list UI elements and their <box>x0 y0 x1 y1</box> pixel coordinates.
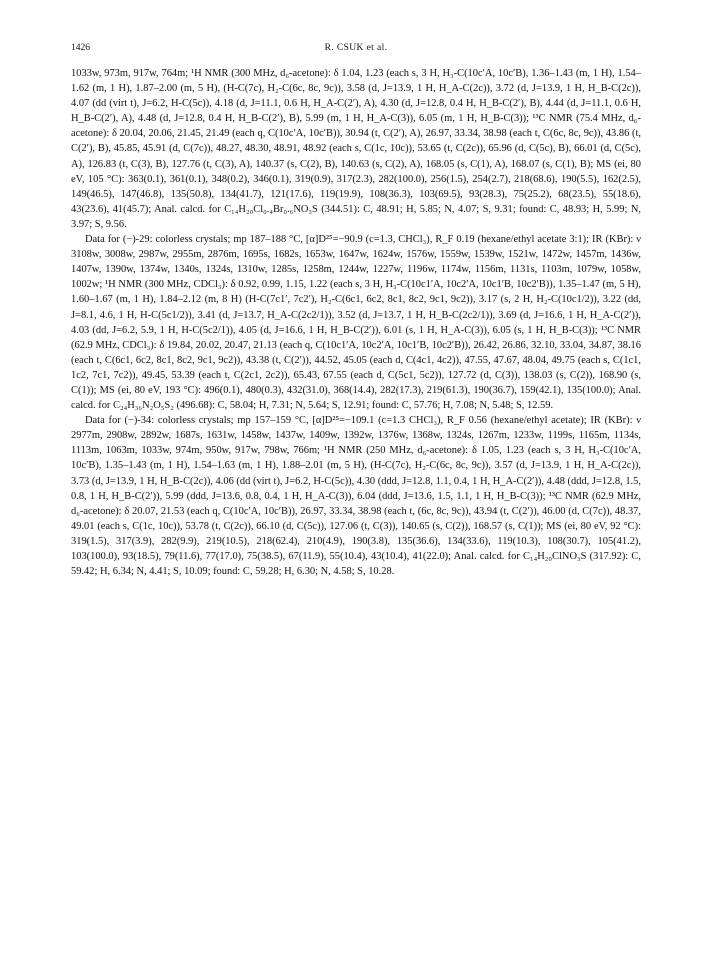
paragraph-compound-29-data: Data for (−)-29: colorless crystals; mp 187–188 °C, [α]D²⁵=−90.9 (c=1.3, CHCl₃), R_F 0.19 (hexane/ethyl acetate 3:1); IR (KBr): ν 3108w, 3008w, 2987w, 2955m, 2876m, 1695s, 1682s, 1653w, 1647w, 1624w, 1576w, 1559w, 1539w, 1521w, 1472w, 1457m, 1436w, 1407w, 1390w, 1374w, 1340s, 1324s, 1310w, 1285s, 1258m, 1244w, 1227w, 1196w, 1174w, 1156m, 1131s, 1103m, 1079w, 1058w, 1002w; ¹H NMR (300 MHz, CDCl₃): δ 0.92, 0.99, 1.15, 1.22 (each s, 3 H, H₃-C(10c1′A, 10c2′A, 10c1′B, 10c2′B)), 1.35–1.47 (m, 5 H), 1.60–1.67 (m, 1 H), 1.84–2.12 (m, 8 H) (H-C(7c1′, 7c2′), H₂-C(6c1, 6c2, 8c1, 8c2, 9c1, 9c2)), 3.17 (s, 2 H, H₂-C(10c1/2)), 3.22 (dd, J=8.1, 4.6, 1 H, H-C(5c1/2)), 3.41 (d, J=13.7, H_A-C(2c2/1)), 3.52 (d, J=13.7, 1 H, H_B-C(2c2/1)), 3.69 (d, J=16.6, 1 H, H_A-C(2′)), 4.03 (dd, J=6.2, 5.9, 1 H, H-C(5c2/1)), 4.05 (d, J=16.6, 1 H, H_B-C(2′)), 6.01 (s, 1 H, H_A-C(3)), 6.05 (s, 1 H, H_B-C(3)); ¹³C NMR (62.9 MHz, CDCl₃): δ 19.84, 20.02, 20.47, 21.13 (each q, C(10c1′A, 10c2′A, 10c1′B, 10c2′B)), 26.42, 26.86, 32.10, 33.04, 34.87, 38.16 (each t, C(6c1, 6c2, 8c1, 8c2, 9c1, 9c2)), 43.38 (t, C(2′)), 44.52, 45.05 (each d, C(4c1, 4c2)), 47.55, 47.67, 48.04, 49.75 (each s, C(1c1, 1c2, 7c1, 7c2)), 49.45, 53.39 (each t, C(2c1, 2c2)), 65.43, 67.55 (each d, C(5c1, 5c2)), 127.72 (d, C(3)), 138.03 (s, C(2)), 168.90 (s, C(1)); MS (ei, 80 eV, 193 °C): 496(0.1), 480(0.3), 432(31.0), 368(14.4), 282(17.3), 219(61.3), 190(36.7), 159(42.1), 135(100.0); Anal. calcd. for C₂₄H₃₆N₂O₅S₂ (496.68): C, 58.04; H, 7.31; N, 5.64; S, 12.91; found: C, 57.76; H, 7.08; N, 5.48; S, 12.59. <box>71 234 641 412</box>
experimental-data-text <box>71 66 641 579</box>
paragraph-compound-34-data: Data for (−)-34: colorless crystals; mp 157–159 °C, [α]D²⁵=−109.1 (c=1.3 CHCl₃), R_F 0.56 (hexane/ethyl acetate); IR (KBr): ν 2977m, 2908w, 2892w, 1687s, 1631w, 1458w, 1437w, 1409w, 1392w, 1376w, 1368w, 1324s, 1267m, 1233w, 1199s, 1165m, 1134s, 1113m, 1063m, 1033w, 974m, 950w, 917w, 798w, 766m; ¹H NMR (250 MHz, d₆-acetone): δ 1.05, 1.23 (each s, 3 H, H₃-C(10c′A, 10c′B), 1.35–1.43 (m, 1 H), 1.54–1.63 (m, 1 H), 1.88–2.01 (m, 5 H), (H-C(7c), H₂-C(6c, 8c, 9c)), 3.57 (d, J=13.9, 1 H, H_A-C(2c)), 3.73 (d, J=13.9, 1 H, H_B-C(2c)), 4.06 (dd (virt t), J=6.2, H-C(5c)), 4.30 (ddd, J=12.8, 1.1, 0.4, 1 H, H_A-C(2′)), 4.48 (ddd, J=12.8, 1.5, 0.8, 1 H, H_B-C(2′)), 5.99 (ddd, J=13.6, 0.8, 0.4, 1 H, H_A-C(3)), 6.04 (ddd, J=13.6, 1.5, 1.1, 1 H, H_B-C(3)); ¹³C NMR (62.9 MHz, d₆-acetone): δ 20.07, 21.53 (each q, C(10c′A, 10c′B)), 26.97, 33.34, 38.98 (each t, (6c, 8c, 9c)), 43.94 (t, C(2′)), 46.00 (d, C(7c)), 48.37, 49.01 (each s, C(1c, 10c)), 53.78 (t, C(2c)), 66.10 (d, C(5c)), 127.06 (t, C(3)), 140.65 (s, C(2)), 168.57 (s, C(1)); MS (ei, 80 eV, 92 °C): 319(1.5), 317(3.9), 282(9.9), 219(10.5), 218(62.4), 210(4.9), 190(3.8), 135(36.6), 134(33.6), 119(10.3), 108(30.7), 105(41.2), 103(100.0), 93(18.5), 79(11.6), 77(17.0), 75(38.5), 67(11.9), 55(10.4), 43(10.4), 41(22.0); Anal. calcd. for C₁₄H₂₀ClNO₃S (317.92): C, 59.42; H, 6.34; N, 4.41; S, 10.09; found: C, 59.28; H, 6.30; N, 4.58; S, 10.28. <box>71 415 641 578</box>
paragraph-continued-nmr-data: 1033w, 973m, 917w, 764m; ¹H NMR (300 MHz, d₆-acetone): δ 1.04, 1.23 (each s, 3 H, H₃-C(10c′A, 10c′B), 1.36–1.43 (m, 1 H), 1.54–1.62 (m, 1 H), 1.87–2.00 (m, 5 H), (H-C(7c), H₂-C(6c, 8c, 9c)), 3.58 (d, J=13.9, 1 H, H_A-C(2c)), 3.72 (d, J=13.9, 1 H, H_B-C(2c)), 4.07 (dd (virt t), J=6.2, H-C(5c)), 4.18 (d, J=11.1, 0.6 H, H_A-C(2′), A), 4.30 (d, J=12.8, 0.4 H, H_B-C(2′), B), 4.44 (d, J=11.1, 0.6 H, H_B-C(2′), A), 4.48 (d, J=12.8, 0.4 H, H_B-C(2′), B), 5.99 (m, 1 H, H_A-C(3)), 6.05 (m, 1 H, H_B-C(3)); ¹³C NMR (75.4 MHz, d₆-acetone): δ 20.04, 20.06, 21.45, 21.49 (each q, C(10c′A, 10c′B)), 30.94 (t, C(2′), A), 26.97, 33.34, 38.98 (each t, C(6c, 8c, 9c)), 43.86 (t, C(2′), B), 45.85, 45.91 (d, C(7c)), 48.27, 48.30, 48.91, 48.92 (each s, C(1c, 10c)), 53.65 (t, C(2c)), 65.96 (d, C(5c), B), 66.01 (d, C(5c), A), 126.83 (t, C(3), B), 127.76 (t, C(3), A), 140.37 (s, C(2), B), 140.63 (s, C(2), A), 168.05 (s, C(1), A), 168.07 (s, C(1), B); MS (ei, 80 eV, 105 °C): 363(0.1), 361(0.1), 348(0.2), 346(0.1), 319(0.9), 317(2.3), 282(100.0), 256(1.5), 254(2.7), 218(68.6), 190(5.5), 162(2.5), 149(46.5), 147(46.8), 135(50.8), 134(41.7), 121(17.6), 119(19.9), 108(36.3), 103(69.5), 93(28.3), 75(25.2), 68(23.5), 55(18.6), 43(23.6), 41(45.7); Anal. calcd. for C₁₄H₂₀Cl₀.₄Br₀.₆NO₃S (344.51): C, 48.91; H, 5.85; N, 4.07; S, 9.31; found: C, 48.93; H, 5.99; N, 3.97; S, 9.56. <box>71 68 641 230</box>
journal-page <box>71 40 641 579</box>
running-title: R. CSUK et al. <box>324 43 388 53</box>
page-number: 1426 <box>71 43 90 53</box>
running-head <box>71 40 641 56</box>
